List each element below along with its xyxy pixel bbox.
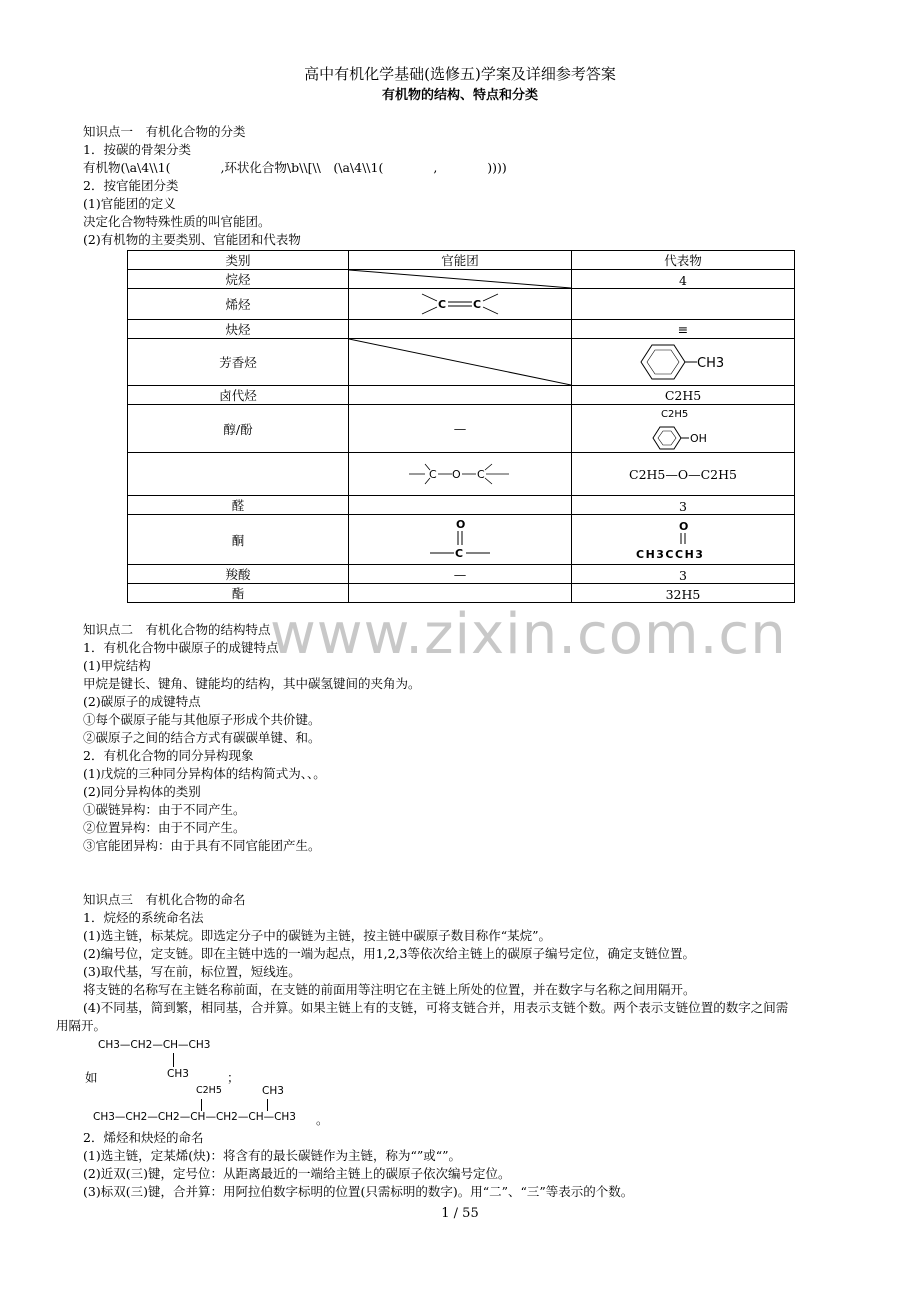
section3-line: (3)取代基，写在前，标位置，短线连。 <box>83 964 301 979</box>
table-cell: 烯烃 <box>128 289 349 320</box>
table-cell: 3 <box>572 496 795 515</box>
ether-structure <box>349 453 572 496</box>
table-row <box>128 453 795 496</box>
table-cell: 酮 <box>128 515 349 565</box>
section1-heading: 知识点一 有机化合物的分类 <box>83 124 246 139</box>
table-row <box>128 270 795 289</box>
table-row <box>128 320 795 339</box>
toluene-structure <box>572 339 795 386</box>
table-cell: C2H5 <box>572 386 795 405</box>
section2-heading: 知识点二 有机化合物的结构特点 <box>83 622 271 637</box>
section2-line: ①每个碳原子能与其他原子形成个共价键。 <box>83 712 321 727</box>
oxygen-label: O <box>456 517 466 531</box>
section2-line: (2)同分异构体的类别 <box>83 784 201 799</box>
section2-line: 甲烷是键长、键角、键能均的结构，其中碳氢键间的夹角为。 <box>83 676 421 691</box>
phenol-diagram <box>633 406 733 452</box>
section2-line: (2)碳原子的成键特点 <box>83 694 201 709</box>
section3-line-wrap: 用隔开。 <box>56 1018 107 1033</box>
table-cell <box>128 453 349 496</box>
section3-line: (3)标双(三)键，合并算：用阿拉伯数字标明的位置(只需标明的数字)。用“二”、“三”等表示的个数。 <box>83 1184 634 1199</box>
acetone-formula: CH3CCH3 <box>636 547 705 561</box>
table-cell <box>349 386 572 405</box>
table-cell: C2H5—O—C2H5 <box>572 453 795 496</box>
table-cell: 3 <box>572 565 795 584</box>
section3-line: 2．烯烃和炔烃的命名 <box>83 1130 204 1145</box>
table-row <box>128 584 795 603</box>
section2-line: ②碳原子之间的结合方式有碳碳单键、和。 <box>83 730 321 745</box>
table-row <box>128 339 795 386</box>
table-cell: 酯 <box>128 584 349 603</box>
methyl-label: CH3 <box>697 356 725 371</box>
section2-line: ③官能团异构：由于具有不同官能团产生。 <box>83 838 321 853</box>
section3-line: (1)选主链，标某烷。即选定分子中的碳链为主链，按主链中碳原子数目称作“某烷”。 <box>83 928 551 943</box>
example1-branch: CH3 <box>167 1068 189 1080</box>
table-cell: ≡ <box>572 320 795 339</box>
table-row <box>128 496 795 515</box>
table-row <box>128 515 795 565</box>
table-row <box>128 405 795 453</box>
section3-line: 将支链的名称写在主链名称前面，在支链的前面用等注明它在主链上所处的位置，并在数字与名称之间用隔开。 <box>83 982 696 997</box>
table-header: 代表物 <box>572 251 795 270</box>
carbon-label: C <box>455 546 464 560</box>
diagonal-line <box>349 270 571 288</box>
carbon-label: C <box>429 468 437 481</box>
section2-line: ②位置异构：由于不同产生。 <box>83 820 246 835</box>
table-cell <box>572 289 795 320</box>
table-cell <box>349 496 572 515</box>
table-cell: 4 <box>572 270 795 289</box>
table-cell: 32H5 <box>572 584 795 603</box>
table-row <box>128 565 795 584</box>
example2-branch-bond <box>201 1099 202 1111</box>
ethyl-label: C2H5 <box>661 408 689 420</box>
toluene-diagram <box>633 340 733 384</box>
section3-heading: 知识点三 有机化合物的命名 <box>83 892 246 907</box>
ketone-structure <box>349 515 572 565</box>
alkene-structure <box>349 289 572 320</box>
ether-bond-diagram <box>405 454 515 494</box>
diagonal-cell <box>349 270 572 289</box>
table-cell: 芳香烃 <box>128 339 349 386</box>
example1-tail: ； <box>227 1070 240 1085</box>
example2-main-chain: CH3—CH2—CH2—CH—CH2—CH—CH3 <box>93 1111 296 1123</box>
acetone-structure <box>572 515 795 565</box>
acetone-diagram <box>628 516 738 564</box>
hydroxyl-label: OH <box>690 431 707 445</box>
example2-branch-bond <box>267 1099 268 1111</box>
table-cell <box>349 320 572 339</box>
page-number: 1 / 55 <box>441 1206 479 1221</box>
section1-line: 1．按碳的骨架分类 <box>83 142 191 157</box>
carbon-label: C <box>473 298 482 311</box>
table-header: 官能团 <box>349 251 572 270</box>
section3-line: (2)近双(三)键，定号位：从距离最近的一端给主链上的碳原子依次编号定位。 <box>83 1166 511 1181</box>
table-cell: 醛 <box>128 496 349 515</box>
diagonal-cell <box>349 339 572 386</box>
table-cell: — <box>349 565 572 584</box>
example2-branch-methyl: CH3 <box>262 1085 284 1097</box>
table-row <box>128 289 795 320</box>
example2-branch-ethyl: C2H5 <box>196 1085 222 1096</box>
table-cell: 醇/酚 <box>128 405 349 453</box>
carbonyl-diagram <box>420 516 500 564</box>
section3-line: (2)编号位，定支链。即在主链中选的一端为起点，用1,2,3等依次给主链上的碳原子编号定位，确定支链位置。 <box>83 946 696 961</box>
watermark: www.zixin.com.cn <box>270 602 787 667</box>
phenol-structure <box>572 405 795 453</box>
section3-line: (4)不同基，简到繁，相同基，合并算。如果主链上有的支链，可将支链合并，用表示支链个数。两个表示支链位置的数字之间需 <box>83 1000 789 1015</box>
oxygen-label: O <box>452 468 461 481</box>
example2-tail: 。 <box>316 1112 329 1127</box>
section2-line: 1．有机化合物中碳原子的成键特点 <box>83 640 279 655</box>
table-row <box>128 386 795 405</box>
section1-line: (1)官能团的定义 <box>83 196 176 211</box>
table-cell: 烷烃 <box>128 270 349 289</box>
table-cell <box>349 584 572 603</box>
example1-main-chain: CH3—CH2—CH—CH3 <box>98 1039 211 1051</box>
section1-line: 2．按官能团分类 <box>83 178 179 193</box>
example1-branch-bond <box>173 1053 174 1067</box>
table-cell: — <box>349 405 572 453</box>
section1-line: 决定化合物特殊性质的叫官能团。 <box>83 214 271 229</box>
table-header: 类别 <box>128 251 349 270</box>
oxygen-label: O <box>679 519 689 533</box>
carbon-label: C <box>438 298 447 311</box>
section2-line: (1)甲烷结构 <box>83 658 151 673</box>
section2-line: (1)戊烷的三种同分异构体的结构简式为、、。 <box>83 766 326 781</box>
table-cell: 炔烃 <box>128 320 349 339</box>
example-intro: 如 <box>85 1070 98 1085</box>
diagonal-line <box>349 339 571 385</box>
section3-line: 1．烷烃的系统命名法 <box>83 910 204 925</box>
functional-group-table <box>127 250 795 603</box>
document-subtitle: 有机物的结构、特点和分类 <box>381 88 538 103</box>
carbon-label: C <box>477 468 485 481</box>
section2-line: 2．有机化合物的同分异构现象 <box>83 748 254 763</box>
table-cell: 卤代烃 <box>128 386 349 405</box>
alkene-bond-diagram <box>410 289 510 319</box>
section3-line: (1)选主链，定某烯(炔)：将含有的最长碳链作为主链，称为“”或“”。 <box>83 1148 462 1163</box>
table-cell: 羧酸 <box>128 565 349 584</box>
document-title: 高中有机化学基础(选修五)学案及详细参考答案 <box>304 65 616 83</box>
section2-line: ①碳链异构：由于不同产生。 <box>83 802 246 817</box>
section1-line: (2)有机物的主要类别、官能团和代表物 <box>83 232 301 247</box>
table-header-row <box>128 251 795 270</box>
section1-line: 有机物(\a\4\\1( ,环状化合物\b\\[\\ (\a\4\\1( , )))) <box>83 160 507 175</box>
